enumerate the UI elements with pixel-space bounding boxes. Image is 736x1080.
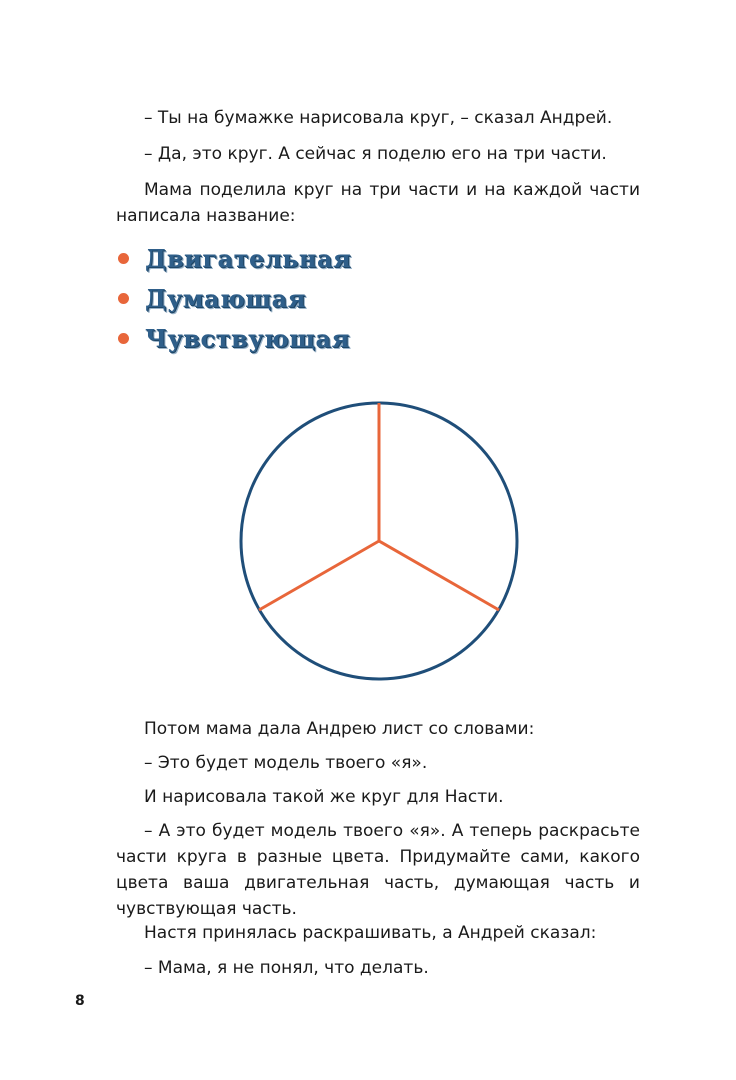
- bullet-dot-icon: [118, 253, 129, 264]
- part-label-feeling: Чувствующая: [145, 323, 350, 353]
- paragraph-mom-gave-sheet: Потом мама дала Андрею лист со словами:: [144, 719, 535, 739]
- divider-line-left: [259, 541, 379, 610]
- part-label-thinking: Думающая: [145, 283, 306, 313]
- paragraph-nastya-coloring: Настя принялась раскрашивать, а Андрей сказал:: [144, 923, 597, 943]
- list-item: [118, 238, 351, 278]
- page-number: 8: [75, 993, 85, 1009]
- paragraph-drew-for-nastya: И нарисовала такой же круг для Насти.: [144, 787, 504, 807]
- parts-list: [118, 238, 351, 358]
- bullet-dot-icon: [118, 293, 129, 304]
- bullet-dot-icon: [118, 333, 129, 344]
- paragraph-mom-named: Мама поделила круг на три части и на каждой части написала название:: [116, 180, 640, 226]
- list-item: [118, 278, 351, 318]
- paragraph-color-parts: – А это будет модель твоего «я». А теперь раскрасьте части круга в разные цвета. Придумайте сами, какого цвета ваша двигательная часть, думающая часть и чувствующая часть.: [116, 821, 640, 919]
- paragraph-andrey-circle: – Ты на бумажке нарисовала круг, – сказал Андрей.: [144, 108, 613, 128]
- circle-diagram-svg: [236, 400, 526, 690]
- part-label-motor: Двигательная: [145, 243, 352, 273]
- paragraph-mom-divide: – Да, это круг. А сейчас я поделю его на три части.: [144, 144, 607, 164]
- paragraph-your-self-model: – Это будет модель твоего «я».: [144, 753, 428, 773]
- self-model-diagram: [236, 400, 526, 690]
- paragraph-andrey-confused: – Мама, я не понял, что делать.: [144, 958, 429, 978]
- list-item: [118, 318, 351, 358]
- divider-line-right: [379, 541, 499, 610]
